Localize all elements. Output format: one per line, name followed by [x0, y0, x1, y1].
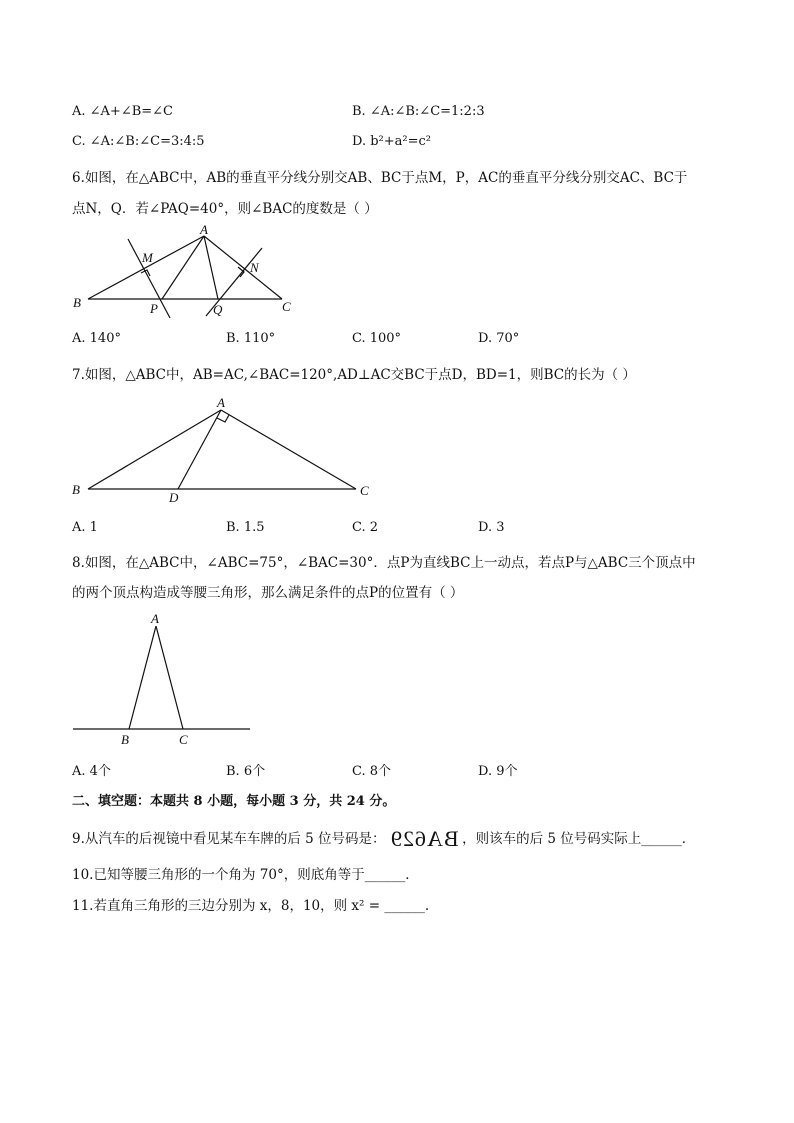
q7-option-b: B. 1.5: [226, 520, 265, 535]
q10-stem: 10.已知等腰三角形的一个角为 70°，则底角等于______．: [72, 867, 419, 883]
q6-option-d: D. 70°: [478, 331, 520, 346]
q8-stem-line2: 的两个顶点构造成等腰三角形，那么满足条件的点P的位置有（ ）: [72, 585, 464, 601]
q7-option-a: A. 1: [72, 520, 98, 535]
q8-label-b: B: [121, 732, 129, 747]
q6-segment-ap: [162, 236, 204, 299]
q8-side-ab: [129, 626, 156, 729]
q8-stem-line1: 8.如图，在△ABC中，∠ABC=75°，∠BAC=30°．点P为直线BC上一动点，若点P与△ABC三个顶点中: [72, 555, 696, 571]
q5-option-b: B. ∠A:∠B:∠C=1:2:3: [352, 104, 485, 119]
q7-right-angle-a: [217, 415, 229, 422]
q7-figure: [60, 390, 380, 505]
q6-stem-line1: 6.如图，在△ABC中，AB的垂直平分线分别交AB、BC于点M，P，AC的垂直平分线分别交AC、BC于: [72, 170, 688, 186]
q6-option-b: B. 110°: [226, 331, 276, 346]
q6-stem-line2: 点N，Q．若∠PAQ=40°，则∠BAC的度数是（ ）: [72, 201, 378, 217]
q7-side-ab: [88, 410, 221, 489]
q6-label-m: M: [142, 250, 153, 265]
q7-segment-ad: [178, 410, 221, 489]
section-2-header: 二、填空题：本题共 8 小题，每小题 3 分，共 24 分。: [72, 794, 396, 809]
q6-label-b: B: [73, 295, 81, 310]
q6-label-n: N: [250, 260, 259, 275]
q7-option-c: C. 2: [352, 520, 379, 535]
q6-figure: [60, 220, 310, 325]
q6-label-p: P: [150, 301, 158, 316]
q5-option-c: C. ∠A:∠B:∠C=3:4:5: [72, 134, 205, 149]
q8-side-ac: [156, 626, 183, 729]
q8-option-d: D. 9个: [478, 764, 518, 779]
q6-label-a: A: [200, 222, 208, 237]
q8-option-a: A. 4个: [72, 764, 111, 779]
q7-label-c: C: [360, 483, 369, 498]
q6-label-q: Q: [213, 302, 223, 317]
q9-text-after: ，则该车的后 5 位号码实际上______．: [462, 831, 696, 847]
q7-label-b: B: [72, 482, 80, 497]
q9-text-before: 9.从汽车的后视镜中看见某车车牌的后 5 位号码是：: [72, 831, 386, 847]
q11-stem: 11.若直角三角形的三边分别为 x，8，10，则 x² = ______.: [72, 898, 430, 914]
q7-label-a: A: [217, 395, 225, 410]
q6-label-c: C: [282, 299, 291, 314]
q5-option-d: D. b²+a²=c²: [352, 134, 431, 149]
q9-stem: [72, 826, 695, 852]
q8-option-b: B. 6个: [226, 764, 266, 779]
q8-figure: [60, 605, 260, 750]
q7-label-d: D: [169, 490, 179, 505]
q8-label-c: C: [179, 732, 188, 747]
q8-label-a: A: [151, 611, 159, 626]
q8-option-c: C. 8个: [352, 764, 392, 779]
q7-option-d: D. 3: [478, 520, 505, 535]
q6-side-ab: [88, 236, 204, 299]
q9-mirrored-plate: BA629: [389, 826, 459, 851]
q6-option-a: A. 140°: [72, 331, 121, 346]
q7-stem-line1: 7.如图，△ABC中，AB=AC,∠BAC=120°,AD⊥AC交BC于点D，BD=1，则BC的长为（ ）: [72, 367, 636, 383]
q6-option-c: C. 100°: [352, 331, 402, 346]
q5-option-a: A. ∠A+∠B=∠C: [72, 104, 174, 119]
q7-side-ac: [221, 410, 356, 489]
